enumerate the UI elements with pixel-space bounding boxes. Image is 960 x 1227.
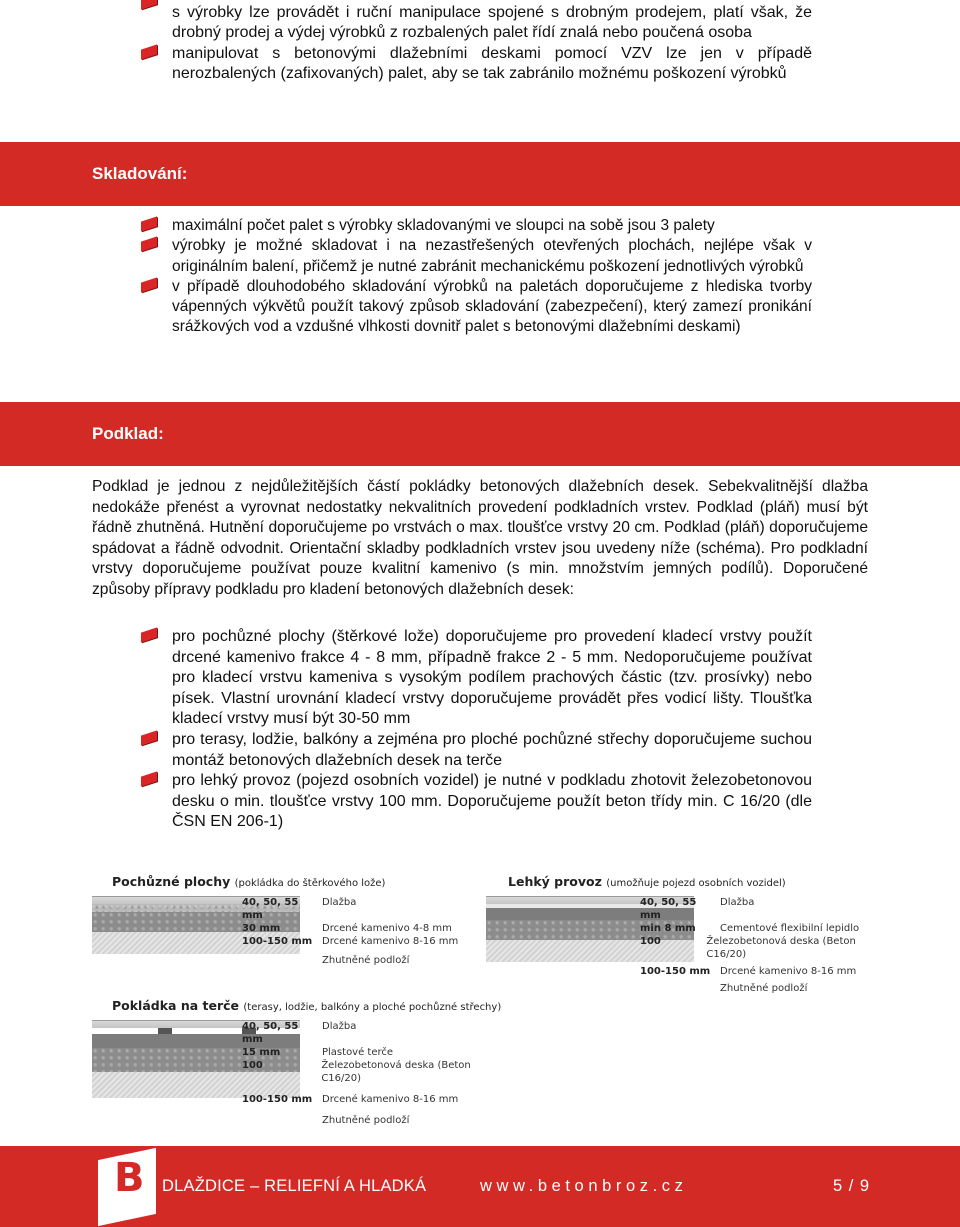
diagram-light-traffic [486, 872, 866, 994]
list-item: pro terasy, lodžie, balkóny a zejména pro ploché pochůzné střechy doporučujeme suchou montáž betonových dlažebních desek na terče [0, 730, 960, 771]
section-heading-base [0, 402, 960, 466]
layer-labels: 40, 50, 55 mm Dlažba 30 mm Drcené kamenivo 4-8 mm 100-150 mm Drcené kamenivo 8-16 mm Zhutněné podloží [242, 897, 459, 966]
base-bullet-list [0, 627, 960, 833]
base-paragraph: Podklad je jednou z nejdůležitějších částí pokládky betonových dlažebních desek. Sebekvalitnější dlažba nedokáže přenést a vyrovnat nedostatky nekvalitních provedení podkladních vrstev. Podklad (pláň) musí být řádně zhutněná. Hutnění doporučujeme po vrstvách o max. tloušťce vrstvy 20 cm. Podklad (pláň) doporučujeme spádovat a řádně odvodnit. Orientační skladby podkladních vrstev jsou uvedeny níže (schéma). Pro podkladní vrstvy doporučujeme používat pouze kvalitní kamenivo (s min. množstvím jemných podílů). Doporučené způsoby přípravy podkladu pro kladení betonových dlažebních desek: [92, 478, 868, 598]
list-item: výrobky je možné skladovat i na nezastřešených otevřených plochách, nejlépe však v originálním balení, přičemž je nutné zabránit mechanickému poškození jednotlivých výrobků [0, 236, 960, 277]
list-item: manipulovat s betonovými dlažebními deskami pomocí VZV lze jen v případě nerozbalených (zafixovaných) palet, aby se tak zabránilo možnému poškození výrobků [0, 44, 960, 85]
list-item: v případě dlouhodobého skladování výrobků na paletách doporučujeme z hlediska tvorby vápenných výkvětů použít takový způsob skladování (zabezpečení), který zamezí pronikání srážkových vod a vzdušné vlhkosti dovnitř palet s betonovými dlažebními deskami) [0, 277, 960, 338]
layer-labels: 40, 50, 55 mm Dlažba min 8 mm Cementové flexibilní lepidlo 100 Železobetonová deska (Beton C16/20) 100-150 mm Drcené kamenivo 8-16 mm Zhutněné podloží [640, 897, 860, 994]
diagram-title: Pochůzné plochy (pokládka do štěrkového lože) [112, 874, 386, 889]
list-item: pro lehký provoz (pojezd osobních vozidel) je nutné v podkladu zhotovit železobetonovou desku o min. tloušťce vrstvy 100 mm. Doporučujeme použít beton třídy min. C 16/20 (dle ČSN EN 206-1) [0, 771, 960, 833]
footer-title: DLAŽDICE – RELIEFNÍ A HLADKÁ [162, 1177, 427, 1195]
diagram-pedestals [92, 996, 512, 1126]
section-title: Skladování: [92, 163, 188, 183]
page-number: 5 / 9 [833, 1177, 871, 1195]
diagram-title: Lehký provoz (umožňuje pojezd osobních vozidel) [508, 874, 786, 889]
storage-bullet-list [0, 216, 960, 338]
section-title: Podklad: [92, 423, 164, 443]
section-heading-storage [0, 142, 960, 206]
diagram-title: Pokládka na terče (terasy, lodžie, balkóny a ploché pochůzné střechy) [112, 998, 502, 1013]
list-item: pro pochůzné plochy (štěrkové lože) doporučujeme pro provedení kladecí vrstvy použít drcené kamenivo frakce 4 - 8 mm, případně frakce 2 - 5 mm. Nedoporučujeme používat pro kladecí vrstvu kameniva s vysokým podílem prachových částic (tzv. prosívky) nebo písek. Vlastní urovnání kladecí vrstvy doporučujeme provádět přes vodicí lišty. Tloušťka kladecí vrstvy musí být 30-50 mm [0, 627, 960, 730]
layer-labels: 40, 50, 55 mm Dlažba 15 mm Plastové terče 100 Železobetonová deska (Beton C16/20) 100-150 mm Drcené kamenivo 8-16 mm Zhutněné podloží [242, 1021, 471, 1126]
diagram-walkable [92, 872, 472, 972]
list-item: s výrobky lze provádět i ruční manipulace spojené s drobným prodejem, platí však, že drobný prodej a výdej výrobků z rozbalených palet řídí znalá nebo poučená osoba [0, 3, 960, 44]
logo-letter: B [114, 1155, 145, 1201]
page-footer [0, 1146, 960, 1227]
footer-url-link[interactable]: www.betonbroz.cz [480, 1177, 688, 1195]
top-bullet-list [0, 3, 960, 84]
list-item: maximální počet palet s výrobky skladovanými ve sloupci na sobě jsou 3 palety [0, 216, 960, 236]
